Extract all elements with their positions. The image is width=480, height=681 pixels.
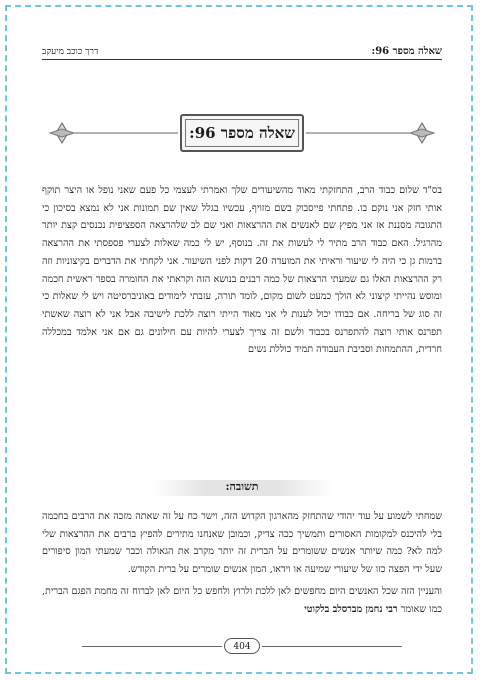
answer-label: תשובה: <box>225 480 259 493</box>
book-page <box>42 38 442 654</box>
page-title: שאלה מספר 96: <box>189 123 295 142</box>
page-number: 404 <box>224 638 260 654</box>
answer-paragraph-2-text: והעניין הזה שכל האנשים היום מחפשים לאן ללכת ולרוץ ולחפש כל היום לאן לברוח זה מחמת הפגם הברית, כמו שאומר <box>42 585 442 615</box>
header-book-title: דרך כוכב מיעקב <box>42 47 99 57</box>
question-title-banner <box>42 110 442 162</box>
answer-paragraph-2 <box>42 583 442 618</box>
header-question-ref: שאלה מספר 96: <box>371 46 442 57</box>
question-paragraph: בס"ד שלום כבוד הרב, התחזקתי מאוד מהשיעורים שלך ואמרתי לעצמי כל פעם שאני נופל או היצר תוקף אותי חזק אני נוקם בו. פתחתי פייסבוק בשם מזויף, עכשיו בגלל שאין שם תמונות אני לא נמצא בסיכון כי התגובה מסננת אז אני מפיץ שם לאנשים את ההרצאות ואני שם לב שלהרצאה הספציפית נכנסים קצת יותר מהרגיל. האם כבוד הרב מתיר לי לעשות את זה. בנוסף, יש לי כמה שאלות לצערי פספסתי את ההרצאה ברמות גן כי היה לי שיעור וראיתי את המועדה 20 דקות לפני השיעור. אני לקחתי את הדברים בקיצוניות וזה רק ההרצאות האלו גם שמעתי הרצאות של כמה רבנים בנושא הזה וקראתי את החומרה בספר ראשית חכמה ומוסש נהייתי קיצוני לא הולך כמעט לשום מקום, לומד תורה, עזבתי לימודים באוניברסיטה ויש לי שאלות כי זה סוג של בריחה. אם כבודו יכול לענות לי אני מאוד הייתי רוצה ללכת לישיבה אבל אני לא רוצה שאשתי תפרנס אותי רוצה להתפרנס בכבוד ולשם זה צריך לצערי להיות עם חילונים גם אם אני אלמד במכללה חרדית, ההתמחות וסביבת העבודה תמיד כוללת נשים <box>42 185 443 356</box>
footer-rule-right <box>262 646 402 647</box>
answer-text <box>42 508 442 618</box>
footer-rule-left <box>82 646 222 647</box>
answer-paragraph-1: שמחתי לשמוע על עוד יהודי שהתחזק מהארגון הקדוש הזה, וישר כח על זה שאתה מזכה את הרבים בחכמה בלי להיכנס למקומות האסורים ותמשיך ככה צדיק, וכמובן שאנחנו מתירים להפיץ ברבים את ההרצאות שלי למה לא? כמה שיותר אנשים ששומרים על הברית זה יותר מקרב את הגאולה וכבר שמעתי המון סיפורים שעל ידי הפצה כזו של שיעורי שמיעה או וידאו, המון אנשים שומרים על ברית הקודש. <box>42 511 442 576</box>
answer-heading <box>42 472 442 502</box>
question-text <box>42 182 442 359</box>
page-footer <box>42 638 442 654</box>
answer-paragraph-2-bold: רבי נחמן מברסלב בלקוטי <box>304 603 398 615</box>
running-header <box>42 38 442 60</box>
title-box <box>180 114 304 152</box>
